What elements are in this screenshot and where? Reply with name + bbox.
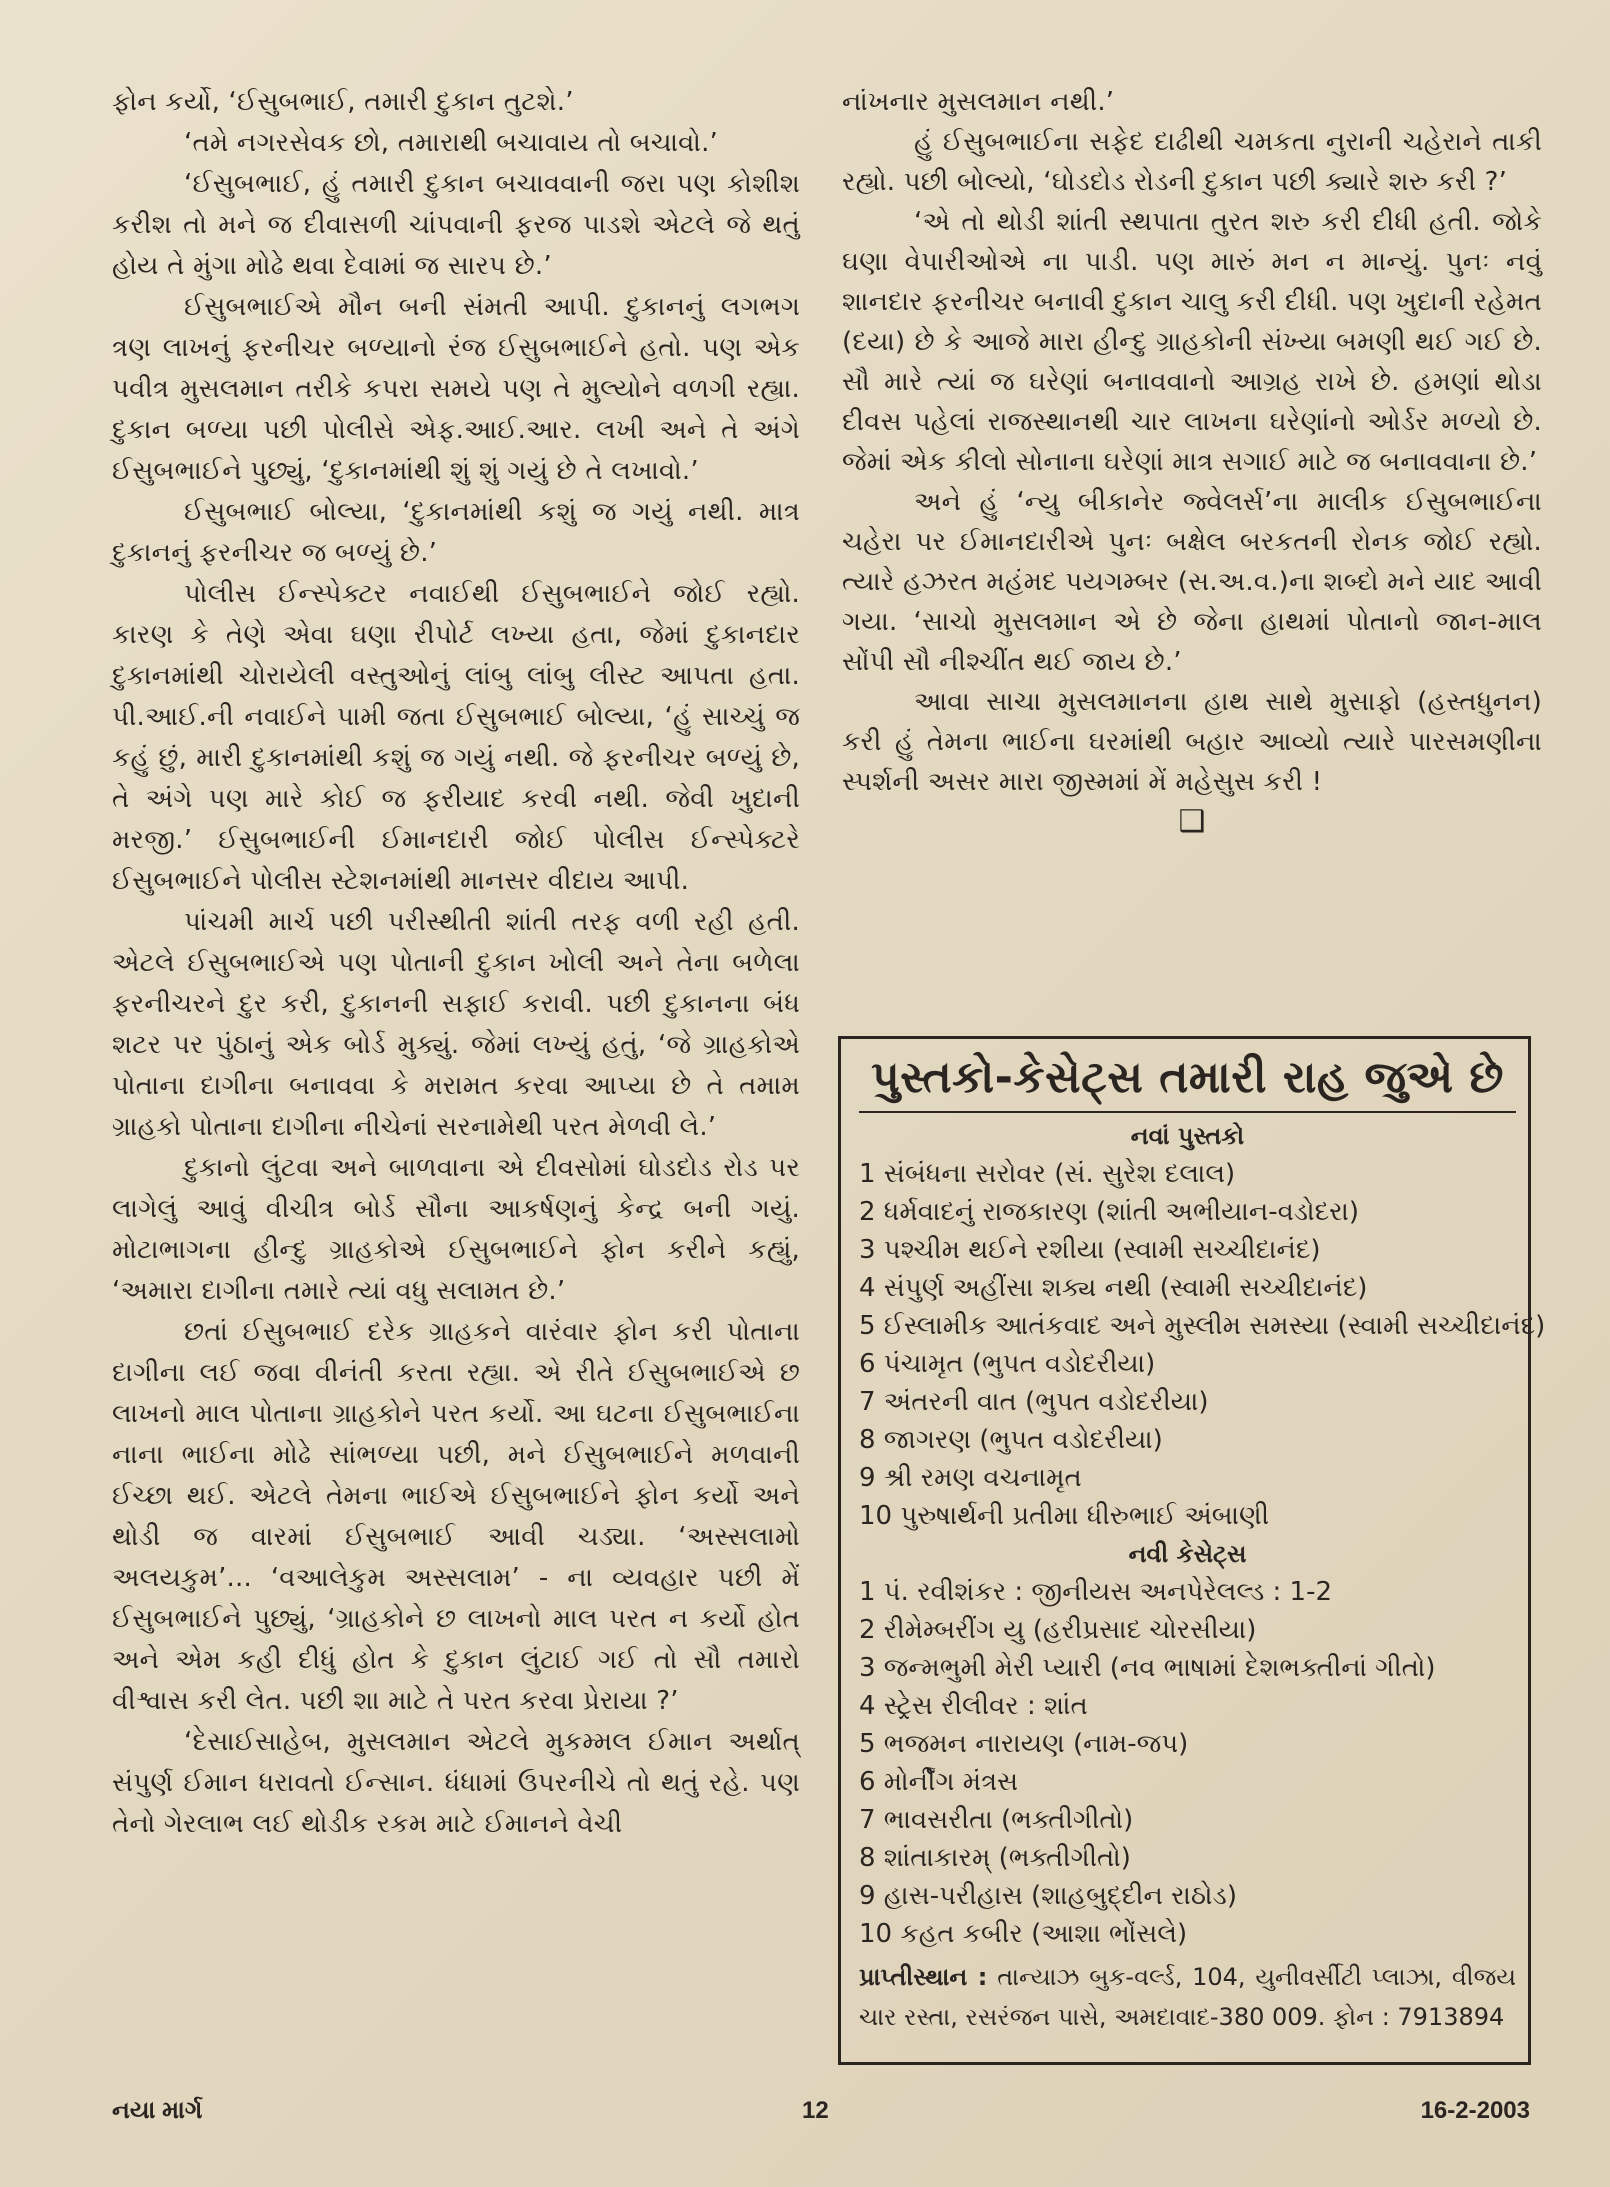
left-column [112, 82, 800, 1845]
availability-label: પ્રાપ્તીસ્થાન : [859, 1963, 988, 1991]
list-item: 9 શ્રી રમણ વચનામૃત [859, 1463, 1082, 1493]
paragraph: પોલીસ ઈન્સ્પેક્ટર નવાઈથી ઈસુબભાઈને જોઈ રહ્યો. કારણ કે તેણે એવા ઘણા રીપોર્ટ લખ્યા હતા, જેમાં દુકાનદાર દુકાનમાંથી ચોરાયેલી વસ્તુઓનું લાંબુ લાંબુ લીસ્ટ આપતા હતા. પી.આઈ.ની નવાઈને પામી જતા ઈસુબભાઈ બોલ્યા, ‘હું સાચ્ચું જ કહું છું, મારી દુકાનમાંથી કશું જ ગયું નથી. જે ફરનીચર બળ્યું છે, તે અંગે પણ મારે કોઈ જ ફરીયાદ કરવી નથી. જેવી ખુદાની મરજી.’ ઈસુબભાઈની ઈમાનદારી જોઈ પોલીસ ઈન્સ્પેક્ટરે ઈસુબભાઈને પોલીસ સ્ટેશનમાંથી માનસર વીદાય આપી. [112, 579, 800, 896]
books-heading: નવાં પુસ્તકો [1130, 1122, 1245, 1150]
list-item: 6 મોર્નીંગ મંત્રસ [859, 1767, 1019, 1797]
list-item: 1 સંબંધના સરોવર (સં. સુરેશ દલાલ) [859, 1159, 1236, 1189]
box-title: પુસ્તકો-કેસેટ્સ તમારી રાહ જુએ છે [859, 1045, 1516, 1113]
page-footer [112, 2097, 1530, 2137]
list-item: 4 સ્ટ્રેસ રીલીવર : શાંત [859, 1691, 1088, 1721]
paragraph: છતાં ઈસુબભાઈ દરેક ગ્રાહકને વારંવાર ફોન કરી પોતાના દાગીના લઈ જવા વીનંતી કરતા રહ્યા. એ રીતે ઈસુબભાઈએ છ લાખનો માલ પોતાના ગ્રાહકોને પરત કર્યો. આ ઘટના ઈસુબભાઈના નાના ભાઈના મોઢે સાંભળ્યા પછી, મને ઈસુબભાઈને મળવાની ઈચ્છા થઈ. એટલે તેમના ભાઈએ ઈસુબભાઈને ફોન કર્યો અને થોડી જ વારમાં ઈસુબભાઈ આવી ચડ્યા. ‘અસ્સલામો અલયકુમ’... ‘વઆલેકુમ અસ્સલામ’ - ના વ્યવહાર પછી મેં ઈસુબભાઈને પુછ્યું, ‘ગ્રાહકોને છ લાખનો માલ પરત ન કર્યો હોત અને એમ કહી દીધું હોત કે દુકાન લુંટાઈ ગઈ તો સૌ તમારો વીશ્વાસ કરી લેત. પછી શા માટે તે પરત કરવા પ્રેરાયા ?’ [112, 1317, 800, 1716]
paragraph: દુકાનો લુંટવા અને બાળવાના એ દીવસોમાં ઘોડદોડ રોડ પર લાગેલું આવું વીચીત્ર બોર્ડ સૌના આકર્ષણનું કેન્દ્ર બની ગયું. મોટાભાગના હીન્દુ ગ્રાહકોએ ઈસુબભાઈને ફોન કરીને કહ્યું, ‘અમારા દાગીના તમારે ત્યાં વધુ સલામત છે.’ [112, 1153, 800, 1306]
list-item: 3 પશ્ચીમ થઈને રશીયા (સ્વામી સચ્ચીદાનંદ) [859, 1235, 1321, 1265]
list-item: 10 કહત કબીર (આશા ભોંસલે) [859, 1919, 1188, 1949]
right-column [842, 82, 1542, 838]
list-item: 5 ઈસ્લામીક આતંકવાદ અને મુસ્લીમ સમસ્યા (સ્વામી સચ્ચીદાનંદ) [859, 1311, 1546, 1341]
list-item: 8 જાગરણ (ભુપત વડોદરીયા) [859, 1425, 1163, 1455]
paragraph: ફોન કર્યો, ‘ઈસુબભાઈ, તમારી દુકાન તુટશે.’ [112, 87, 574, 117]
article-end-mark: ❑ [1178, 804, 1206, 839]
cassettes-list [859, 1573, 1516, 1953]
paragraph: આવા સાચા મુસલમાનના હાથ સાથે મુસાફો (હસ્તધુનન) કરી હું તેમના ભાઈના ઘરમાંથી બહાર આવ્યો ત્યારે પારસમણીના સ્પર્શની અસર મારા જીસ્મમાં મેં મહેસુસ કરી ! [842, 687, 1542, 797]
paragraph: હું ઈસુબભાઈના સફેદ દાઢીથી ચમકતા નુરાની ચહેરાને તાકી રહ્યો. પછી બોલ્યો, ‘ઘોડદોડ રોડની દુકાન પછી ક્યારે શરુ કરી ?’ [842, 127, 1542, 197]
list-item: 1 પં. રવીશંકર : જીનીયસ અનપેરેલલ્ડ : 1-2 [859, 1577, 1333, 1607]
list-item: 10 પુરુષાર્થની પ્રતીમા ધીરુભાઈ અંબાણી [859, 1501, 1270, 1531]
paragraph: ઈસુબભાઈએ મૌન બની સંમતી આપી. દુકાનનું લગભગ ત્રણ લાખનું ફરનીચર બળ્યાનો રંજ ઈસુબભાઈને હતો. પણ એક પવીત્ર મુસલમાન તરીકે કપરા સમયે પણ તે મુલ્યોને વળગી રહ્યા. દુકાન બળ્યા પછી પોલીસે એફ.આઈ.આર. લખી અને તે અંગે ઈસુબભાઈને પુછ્યું, ‘દુકાનમાંથી શું શું ગયું છે તે લખાવો.’ [112, 292, 800, 486]
paragraph: અને હું ‘ન્યુ બીકાનેર જ્વેલર્સ’ના માલીક ઈસુબભાઈના ચહેરા પર ઈમાનદારીએ પુનઃ બક્ષેલ બરકતની રોનક જોઈ રહ્યો. ત્યારે હઝરત મહંમદ પયગમ્બર (સ.અ.વ.)ના શબ્દો મને યાદ આવી ગયા. ‘સાચો મુસલમાન એ છે જેના હાથમાં પોતાનો જાન-માલ સોંપી સૌ નીશ્ચીંત થઈ જાય છે.’ [842, 487, 1542, 677]
paragraph: ‘ઈસુબભાઈ, હું તમારી દુકાન બચાવવાની જરા પણ કોશીશ કરીશ તો મને જ દીવાસળી ચાંપવાની ફરજ પાડશે એટલે જે થતું હોય તે મુંગા મોઢે થવા દેવામાં જ સારપ છે.’ [112, 169, 800, 281]
page-number: 12 [802, 2097, 829, 2124]
list-item: 2 ધર્મવાદનું રાજકારણ (શાંતી અભીયાન-વડોદરા) [859, 1197, 1360, 1227]
list-item: 8 શાંતાકારમ્ (ભક્તીગીતો) [859, 1843, 1131, 1873]
paragraph: ‘તમે નગરસેવક છો, તમારાથી બચાવાય તો બચાવો.’ [184, 128, 718, 158]
list-item: 6 પંચામૃત (ભુપત વડોદરીયા) [859, 1349, 1156, 1379]
list-item: 5 ભજમન નારાયણ (નામ-જપ) [859, 1729, 1189, 1759]
books-list [859, 1155, 1546, 1535]
paragraph: ‘દેસાઈસાહેબ, મુસલમાન એટલે મુકમ્મલ ઈમાન અર્થાત્ સંપુર્ણ ઈમાન ધરાવતો ઈન્સાન. ધંધામાં ઉપરનીચે તો થતું રહે. પણ તેનો ગેરલાભ લઈ થોડીક રકમ માટે ઈમાનને વેચી [112, 1727, 800, 1839]
paragraph: ‘એ તો થોડી શાંતી સ્થપાતા તુરત શરુ કરી દીધી હતી. જોકે ઘણા વેપારીઓએ ના પાડી. પણ મારું મન ન માન્યું. પુનઃ નવું શાનદાર ફરનીચર બનાવી દુકાન ચાલુ કરી દીધી. પણ ખુદાની રહેમત (દયા) છે કે આજે મારા હીન્દુ ગ્રાહકોની સંખ્યા બમણી થઈ ગઈ છે. સૌ મારે ત્યાં જ ઘરેણાં બનાવવાનો આગ્રહ રાખે છે. હમણાં થોડા દીવસ પહેલાં રાજસ્થાનથી ચાર લાખના ઘરેણાંનો ઓર્ડર મળ્યો છે. જેમાં એક કીલો સોનાના ઘરેણાં માત્ર સગાઈ માટે જ બનાવવાના છે.’ [842, 207, 1542, 477]
list-item: 7 અંતરની વાત (ભુપત વડોદરીયા) [859, 1387, 1209, 1417]
issue-date: 16-2-2003 [1420, 2097, 1530, 2124]
cassettes-heading: નવી કેસેટ્સ [1128, 1540, 1247, 1568]
list-item: 7 ભાવસરીતા (ભક્તીગીતો) [859, 1805, 1134, 1835]
books-cassettes-box [838, 1036, 1546, 2065]
paragraph: ઈસુબભાઈ બોલ્યા, ‘દુકાનમાંથી કશું જ ગયું નથી. માત્ર દુકાનનું ફરનીચર જ બળ્યું છે.’ [112, 497, 800, 568]
magazine-name: નયા માર્ગ [112, 2097, 203, 2124]
list-item: 2 રીમેમ્બરીંગ યુ (હરીપ્રસાદ ચોરસીયા) [859, 1615, 1257, 1645]
availability-address: તાન્યાઝ બુક-વર્લ્ડ, 104, યુનીવર્સીટી પ્લાઝા, વીજય ચાર રસ્તા, રસરંજન પાસે, અમદાવાદ-380 009. ફોન : 7913894 [859, 1963, 1516, 2031]
list-item: 4 સંપુર્ણ અહીંસા શક્ય નથી (સ્વામી સચ્ચીદાનંદ) [859, 1273, 1368, 1303]
paragraph: નાંખનાર મુસલમાન નથી.’ [842, 87, 1115, 117]
paragraph: પાંચમી માર્ચ પછી પરીસ્થીતી શાંતી તરફ વળી રહી હતી. એટલે ઈસુબભાઈએ પણ પોતાની દુકાન ખોલી અને તેના બળેલા ફરનીચરને દુર કરી, દુકાનની સફાઈ કરાવી. પછી દુકાનના બંધ શટર પર પુંઠાનું એક બોર્ડ મુક્યું. જેમાં લખ્યું હતું, ‘જે ગ્રાહકોએ પોતાના દાગીના બનાવવા કે મરામત કરવા આપ્યા છે તે તમામ ગ્રાહકો પોતાના દાગીના નીચેનાં સરનામેથી પરત મેળવી લે.’ [112, 907, 800, 1142]
list-item: 3 જન્મભુમી મેરી પ્યારી (નવ ભાષામાં દેશભક્તીનાં ગીતો) [859, 1653, 1436, 1683]
availability-info [859, 1957, 1516, 2037]
list-item: 9 હાસ-પરીહાસ (શાહબુદ્દીન રાઠોડ) [859, 1881, 1237, 1911]
